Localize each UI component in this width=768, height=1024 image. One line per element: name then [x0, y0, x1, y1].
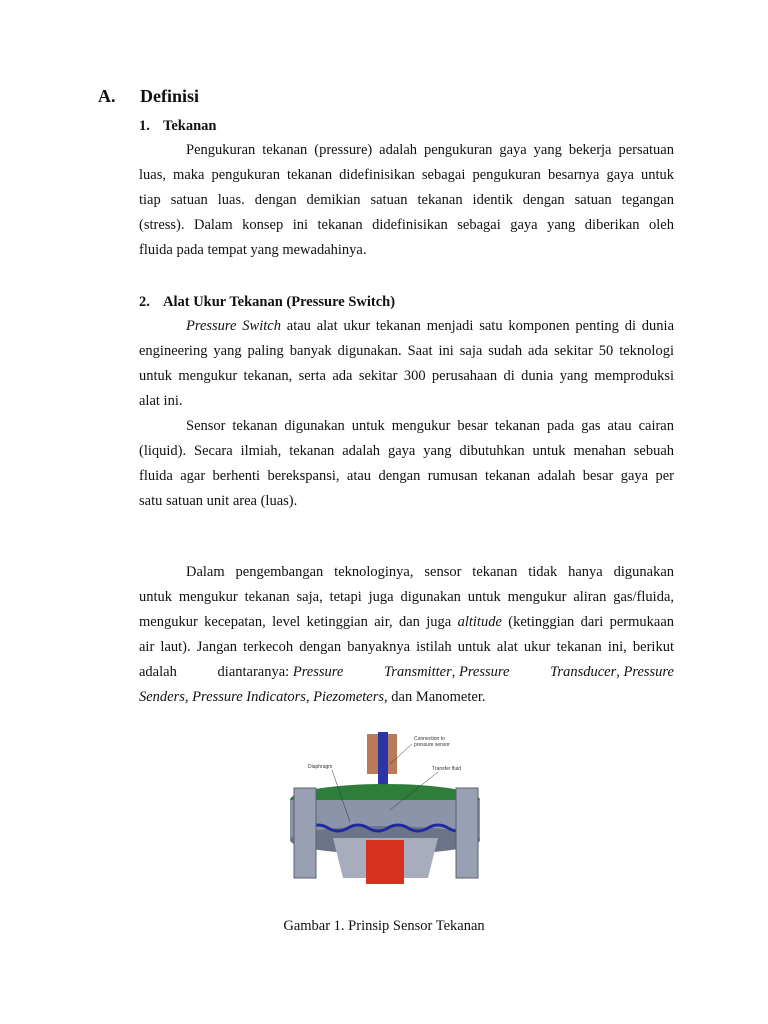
italic-term: Senders — [139, 689, 185, 705]
paragraph-line: alat ini. — [139, 393, 183, 409]
section-number: A. — [98, 86, 116, 106]
paragraph-pengembangan — [139, 560, 674, 710]
right-bolt — [456, 788, 478, 878]
paragraph-text: , dan Manometer. — [384, 689, 486, 705]
section-heading — [98, 86, 199, 107]
italic-term: Transmitter — [384, 664, 452, 680]
paragraph-line — [139, 610, 674, 635]
pressure-sensor-diagram — [278, 730, 492, 890]
label-transfer-fluid: Transfer fluid — [432, 766, 461, 772]
section-title: Definisi — [140, 86, 200, 106]
paragraph-line: (stress). Dalam konsep ini tekanan didefinisikan sebagai gaya yang diberikan oleh — [139, 217, 674, 233]
paragraph-text: Transducer, Pressure — [550, 664, 674, 680]
paragraph-pressure-switch — [139, 314, 674, 414]
paragraph-text: mengukur kecepatan, level ketinggian air, dan juga — [139, 614, 458, 630]
paragraph-line: untuk mengukur tekanan saja, tetapi juga digunakan untuk mengukur aliran gas/fluida, — [139, 589, 674, 605]
label-connection-line1: Connection to — [414, 736, 445, 742]
paragraph-line: satu satuan unit area (luas). — [139, 493, 298, 509]
figure-caption: Gambar 1. Prinsip Sensor Tekanan — [283, 918, 485, 934]
subheading-title: Tekanan — [163, 118, 217, 134]
subheading-number: 2. — [139, 294, 150, 310]
label-diaphragm: Diaphragm — [308, 764, 333, 770]
paragraph-line: (liquid). Secara ilmiah, tekanan adalah gaya yang dibutuhkan untuk menahan sebuah — [139, 443, 674, 459]
paragraph-line: Sensor tekanan digunakan untuk mengukur besar tekanan pada gas atau cairan — [186, 418, 674, 434]
paragraph-line — [139, 314, 674, 339]
paragraph-line: tiap satuan luas. dengan demikian satuan tekanan identik dengan satuan tegangan — [139, 192, 674, 208]
paragraph-line: fluida agar berhenti berekspansi, atau dengan rumusan tekanan adalah besar gaya per — [139, 468, 674, 484]
subheading-title: Alat Ukur Tekanan (Pressure Switch) — [163, 294, 396, 310]
italic-term: Pressure Switch — [186, 318, 281, 334]
italic-term: altitude — [457, 614, 502, 630]
italic-term: Piezometers — [313, 689, 385, 705]
paragraph-text: (ketinggian dari permukaan — [501, 614, 675, 630]
italic-term: Pressure — [458, 664, 510, 680]
subheading-number: 1. — [139, 118, 150, 134]
paragraph-line — [139, 660, 674, 685]
paragraph-line: fluida pada tempat yang mewadahinya. — [139, 242, 367, 258]
paragraph-sensor — [139, 414, 674, 514]
paragraph-line: engineering yang paling banyak digunakan. Saat ini saja sudah ada sekitar 50 teknologi — [139, 343, 674, 359]
subheading-tekanan — [139, 118, 216, 135]
paragraph-text: atau alat ukur tekanan menjadi satu komponen penting di dunia — [280, 318, 675, 334]
paragraph-text: Transmitter, Pressure — [384, 664, 510, 680]
italic-term: Pressure — [292, 664, 344, 680]
label-connection-line2: pressure sensor — [414, 742, 450, 748]
paragraph-text: diantaranya: — [217, 664, 290, 680]
paragraph-line: Senders, Pressure Indicators, Piezometers, dan Manometer. — [139, 689, 486, 705]
paragraph-line: Dalam pengembangan teknologinya, sensor tekanan tidak hanya digunakan — [186, 564, 674, 580]
paragraph-text — [218, 660, 344, 685]
paragraph-line: luas, maka pengukuran tekanan didefinisikan sebagai pengukuran besarnya gaya untuk — [139, 167, 674, 183]
pressure-port — [366, 840, 404, 884]
paragraph-line: air laut). Jangan terkecoh dengan banyaknya istilah untuk alat ukur tekanan ini, berikut — [139, 639, 674, 655]
paragraph-tekanan — [139, 138, 674, 263]
paragraph-line: Pengukuran tekanan (pressure) adalah pengukuran gaya yang bekerja persatuan — [186, 142, 674, 158]
italic-term: Transducer — [550, 664, 617, 680]
italic-term: Pressure Indicators — [192, 689, 306, 705]
paragraph-line: untuk mengukur tekanan, serta ada sekitar 300 perusahaan di dunia yang memproduksi — [139, 368, 674, 384]
paragraph-text: adalah — [139, 664, 177, 680]
italic-term: Pressure — [623, 664, 674, 680]
subheading-pressure-switch — [139, 294, 395, 311]
left-bolt — [294, 788, 316, 878]
